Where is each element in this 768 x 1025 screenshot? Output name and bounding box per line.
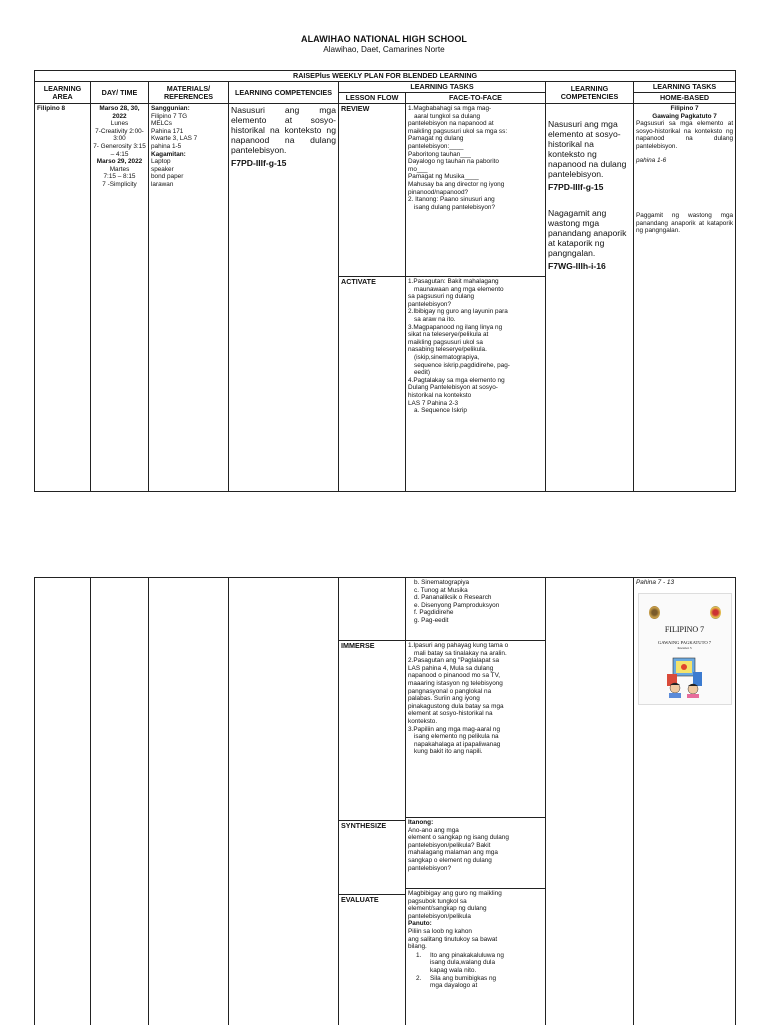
deped-seal-icon: [649, 606, 660, 619]
task-line: mali batay sa tinalakay na aralin.: [408, 650, 543, 658]
col-header-day: DAY/ TIME: [91, 82, 149, 104]
task-line: d. Pananaliksik o Research: [408, 594, 543, 602]
task-line: Dulang Pantelebisyon at sosyo-: [408, 384, 543, 392]
task-line: pantelebisyon/pelikula: [408, 913, 543, 921]
task-line: Dayalogo ng tauhan na paborito: [408, 158, 543, 166]
task-line: isang elemento ng pelikula na: [408, 733, 543, 741]
col-header-area: LEARNING AREA: [35, 82, 91, 104]
empty-cell: [149, 578, 229, 1025]
empty-cell: [35, 578, 91, 1025]
task-line: kapag wala nito.: [430, 967, 504, 975]
task-line: Ano-ano ang mga: [408, 827, 543, 835]
flow-review: REVIEW: [339, 104, 406, 277]
flow-activate: ACTIVATE: [339, 277, 406, 492]
home-task-2: Paggamit ng wastong mga panandang anaporik at kataporik ng pangngalan.: [636, 212, 733, 235]
schedule-4: 7 -Simplicity: [93, 181, 146, 189]
activate-tasks: [406, 277, 546, 492]
task-line: Piliin sa loob ng kahon: [408, 928, 543, 936]
plan-title: RAISEPlus WEEKLY PLAN FOR BLENDED LEARNING: [35, 71, 736, 82]
task-line: kung bakit ito ang napili.: [408, 748, 543, 756]
lesson-flow-column: [339, 578, 406, 1025]
division-seal-icon: [710, 606, 721, 619]
task-line: LAS pahina 4, Mula sa dulang: [408, 665, 543, 673]
competency-text: Nasusuri ang mga elemento at sosyo-historikal na konteksto ng napanood na dulang pantelebisyon.: [231, 105, 336, 155]
material-item: speaker: [151, 166, 226, 174]
flow-immerse: IMMERSE: [339, 640, 405, 820]
day-1: Lunes: [93, 120, 146, 128]
home-based-continued: [634, 578, 736, 1025]
evaluate-item: [408, 952, 543, 975]
school-address: Alawihao, Daet, Camarines Norte: [0, 45, 768, 54]
task-line: Sila ang bumibigkas ng: [430, 975, 496, 983]
cover-illustration: [663, 654, 707, 698]
home-subtitle: Gawaing Pagkatuto 7: [636, 113, 733, 121]
col-header-competencies-2: LEARNING COMPETENCIES: [546, 82, 634, 104]
task-line: pantelebisyon/pelikula? Bakit: [408, 842, 543, 850]
task-line: napanood o pinanood mo sa TV,: [408, 672, 543, 680]
cover-title: FILIPINO 7: [639, 626, 731, 634]
reference-item: Kwarte 3, LAS 7: [151, 135, 226, 143]
task-line: 2.Ibibigay ng guro ang layunin para: [408, 308, 543, 316]
immerse-tasks: [406, 640, 545, 817]
task-line: maikling pagsusuri ukol sa mga ss:: [408, 128, 543, 136]
learning-area-cell: Filipino 8: [35, 104, 91, 492]
flow-evaluate: EVALUATE: [339, 894, 405, 905]
task-line: isang dula,walang dula: [430, 959, 504, 967]
task-line: napakahalaga at ipapaliwanag: [408, 741, 543, 749]
reference-item: MELCs: [151, 120, 226, 128]
home-task-1: Pagsusuri sa mga elemento at sosyo-historikal na konteksto ng napanood na dulang pantelebisyon.: [636, 120, 733, 150]
task-line: pantelebisyon na napanood at: [408, 120, 543, 128]
task-line: aaral tungkol sa dulang: [408, 113, 543, 121]
weekly-plan-table: [34, 70, 736, 492]
competency-3-code: F7WG-IIIh-i-16: [548, 263, 631, 271]
home-pages-2: Pahina 7 - 13: [636, 579, 733, 587]
material-item: Laptop: [151, 158, 226, 166]
item-number: 1.: [416, 952, 430, 975]
col-header-lesson-flow: LESSON FLOW: [339, 93, 406, 104]
module-cover-image: [638, 593, 732, 705]
home-pages-1: pahina 1-6: [636, 157, 733, 165]
task-line: konteksto.: [408, 718, 543, 726]
activate-continued: [406, 578, 545, 640]
task-line: historikal na konteksto: [408, 392, 543, 400]
task-line: ang salitang tinutukoy sa bawat: [408, 936, 543, 944]
references-heading: Sanggunian:: [151, 105, 226, 113]
synthesize-label: Itanong:: [408, 819, 433, 826]
task-line: 3.Magpapanood ng ilang linya ng: [408, 324, 543, 332]
task-line: 2. Itanong: Paano sinusuri ang: [408, 196, 543, 204]
reference-item: pahina 1-5: [151, 143, 226, 151]
task-line: pinakagustong dula batay sa mga: [408, 703, 543, 711]
task-line: 3.Papiliin ang mga mag-aaral ng: [408, 726, 543, 734]
schedule-3: 7:15 – 8:15: [93, 173, 146, 181]
flow-synthesize: SYNTHESIZE: [339, 820, 405, 894]
task-line: nasabing teleserye/pelikula.: [408, 346, 543, 354]
evaluate-item: [408, 975, 543, 990]
competency-code: F7PD-IIIf-g-15: [231, 160, 336, 168]
reference-item: Pahina 171: [151, 128, 226, 136]
task-line: Magbibigay ang guro ng maikling: [408, 890, 543, 898]
date-2: Marso 29, 2022: [93, 158, 146, 166]
materials-cell: [149, 104, 229, 492]
cover-quarter: Kwarter 3: [639, 645, 731, 653]
weekly-plan-table-continued: [34, 577, 736, 1025]
col-header-tasks: LEARNING TASKS: [339, 82, 546, 93]
competency-2-code: F7PD-IIIf-g-15: [548, 184, 631, 192]
task-line: c. Tunog at Musika: [408, 587, 543, 595]
task-line: pagsubok tungkol sa: [408, 898, 543, 906]
task-line: bilang.: [408, 943, 543, 951]
task-line: maunawaan ang mga elemento: [408, 286, 543, 294]
schedule-2: 7- Generosity 3:15 – 4:15: [93, 143, 146, 158]
task-line: pantelebisyon:____: [408, 143, 543, 151]
face-to-face-column: [406, 578, 546, 1025]
task-line: f. Pagdidirehe: [408, 609, 543, 617]
school-name: ALAWIHAO NATIONAL HIGH SCHOOL: [0, 34, 768, 44]
task-line: Paboritong tauhan___: [408, 151, 543, 159]
task-line: sequence iskrip,pagdidirehe, pag-: [408, 362, 543, 370]
task-line: pangnasyonal o panglokal na: [408, 688, 543, 696]
task-line: mga dayalogo at: [430, 982, 496, 990]
task-line: sikat na teleserye/pelikula at: [408, 331, 543, 339]
home-title: Filipino 7: [636, 105, 733, 113]
task-line: mahalagang malaman ang mga: [408, 849, 543, 857]
task-line: sangkap o element ng dulang: [408, 857, 543, 865]
task-line: sa pagsusuri ng dulang: [408, 293, 543, 301]
task-line: (iskip,sinematograpiya,: [408, 354, 543, 362]
item-number: 2.: [416, 975, 430, 990]
task-line: element o sangkap ng isang dulang: [408, 834, 543, 842]
task-line: element/sangkap ng dulang: [408, 905, 543, 913]
task-line: Mahusay ba ang director ng iyong: [408, 181, 543, 189]
col-header-competencies: LEARNING COMPETENCIES: [229, 82, 339, 104]
material-item: larawan: [151, 181, 226, 189]
competency-3-text: Nagagamit ang wastong mga panandang anaporik at kataporik ng pangngalan.: [548, 208, 631, 258]
empty-cell: [91, 578, 149, 1025]
task-line: a. Sequence Iskrip: [408, 407, 543, 415]
task-line: 2.Pasagutan ang "Paglalapat sa: [408, 657, 543, 665]
home-based-cell: [634, 104, 736, 492]
task-line: isang dulang pantelebisyon?: [408, 204, 543, 212]
synthesize-tasks: [406, 817, 545, 888]
col-header-home-based: HOME-BASED: [634, 93, 736, 104]
evaluate-tasks: [406, 888, 545, 991]
task-line: mo___: [408, 166, 543, 174]
task-line: 1.Magbabahagi sa mga mag-: [408, 105, 543, 113]
competency-cell: [229, 104, 339, 492]
task-line: 4.Pagtalakay sa mga elemento ng: [408, 377, 543, 385]
competency-2-text: Nasusuri ang mga elemento at sosyo-historikal na konteksto ng napanood na dulang pantelebisyon.: [548, 119, 631, 179]
material-item: bond paper: [151, 173, 226, 181]
col-header-materials: MATERIALS/ REFERENCES: [149, 82, 229, 104]
task-line: Pamagat ng dulang: [408, 135, 543, 143]
cover-subtitle: GAWAING PAGKATUTO 7: [639, 639, 731, 647]
task-line: pantelebisyon?: [408, 301, 543, 309]
task-line: LAS 7 Pahina 2-3: [408, 400, 543, 408]
task-line: element at sosyo-historikal na: [408, 710, 543, 718]
panuto-label: Panuto:: [408, 920, 432, 927]
task-line: e. Disenyong Pamproduksyon: [408, 602, 543, 610]
empty-cell: [229, 578, 339, 1025]
day-2: Martes: [93, 166, 146, 174]
schedule-1: 7-Creativity 2:00-3:00: [93, 128, 146, 143]
competency-cell-2: [546, 104, 634, 492]
task-line: palabas. Suriin ang iyong: [408, 695, 543, 703]
task-line: g. Pag-eedit: [408, 617, 543, 625]
col-header-face-to-face: FACE-TO-FACE: [406, 93, 546, 104]
task-line: pantelebisyon?: [408, 865, 543, 873]
task-line: Ito ang pinakakaluluwa ng: [430, 952, 504, 960]
task-line: maaaring istasyon ng telebisyong: [408, 680, 543, 688]
review-tasks: [406, 104, 546, 277]
task-line: 1.Pasagutan: Bakit mahalagang: [408, 278, 543, 286]
day-time-cell: [91, 104, 149, 492]
date-1: Marso 28, 30, 2022: [93, 105, 146, 120]
task-line: 1.Ipasuri ang pahayag kung tama o: [408, 642, 543, 650]
task-line: maikling pagsusuri ukol sa: [408, 339, 543, 347]
empty-cell: [546, 578, 634, 1025]
task-line: Pamagat ng Musika____: [408, 173, 543, 181]
task-line: b. Sinematograpiya: [408, 579, 543, 587]
task-line: eedit): [408, 369, 543, 377]
materials-heading: Kagamitan:: [151, 151, 226, 159]
task-line: pinanood/napanood?: [408, 189, 543, 197]
task-line: sa araw na ito.: [408, 316, 543, 324]
col-header-tasks-2: LEARNING TASKS: [634, 82, 736, 93]
reference-item: Filipino 7 TG: [151, 113, 226, 121]
